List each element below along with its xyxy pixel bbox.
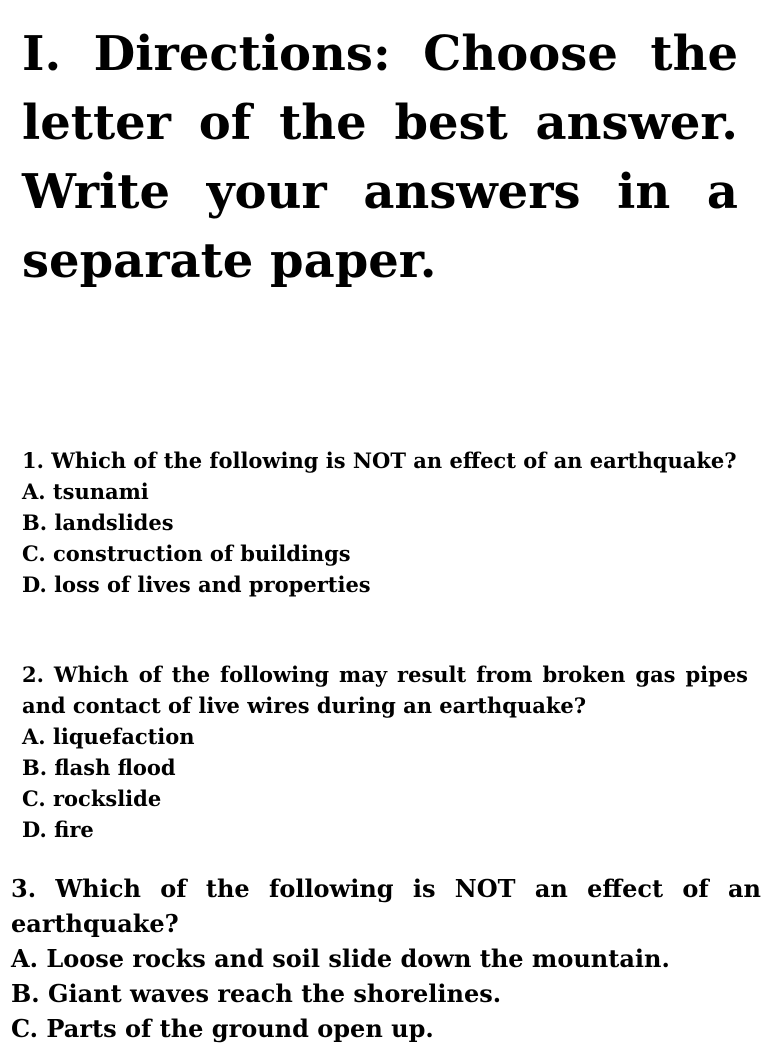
question-2-option-d: D. fire: [22, 817, 94, 842]
question-3-option-b: B. Giant waves reach the shorelines.: [11, 979, 502, 1008]
question-3-option-a: A. Loose rocks and soil slide down the mountain.: [11, 944, 670, 973]
question-1-option-b: B. landslides: [22, 510, 174, 535]
directions-heading: I. Directions: Choose the letter of the best answer. Write your answers in a separate paper.: [22, 26, 738, 289]
question-1-option-a: A. tsunami: [22, 479, 149, 504]
question-2-option-b: B. flash flood: [22, 755, 176, 780]
question-1: [22, 445, 748, 600]
question-3-option-c: C. Parts of the ground open up.: [11, 1014, 434, 1043]
question-1-option-c: C. construction of buildings: [22, 541, 351, 566]
question-1-stem: 1. Which of the following is NOT an effect of an earthquake?: [22, 448, 737, 473]
question-2-option-a: A. liquefaction: [22, 724, 195, 749]
question-1-option-d: D. loss of lives and properties: [22, 572, 371, 597]
question-2-option-c: C. rockslide: [22, 786, 162, 811]
question-3: [11, 871, 761, 1046]
question-2-stem: 2. Which of the following may result from broken gas pipes and contact of live wires during an earthquake?: [22, 662, 748, 718]
question-3-stem: 3. Which of the following is NOT an effect of an earthquake?: [11, 874, 761, 938]
question-2: [22, 659, 748, 845]
